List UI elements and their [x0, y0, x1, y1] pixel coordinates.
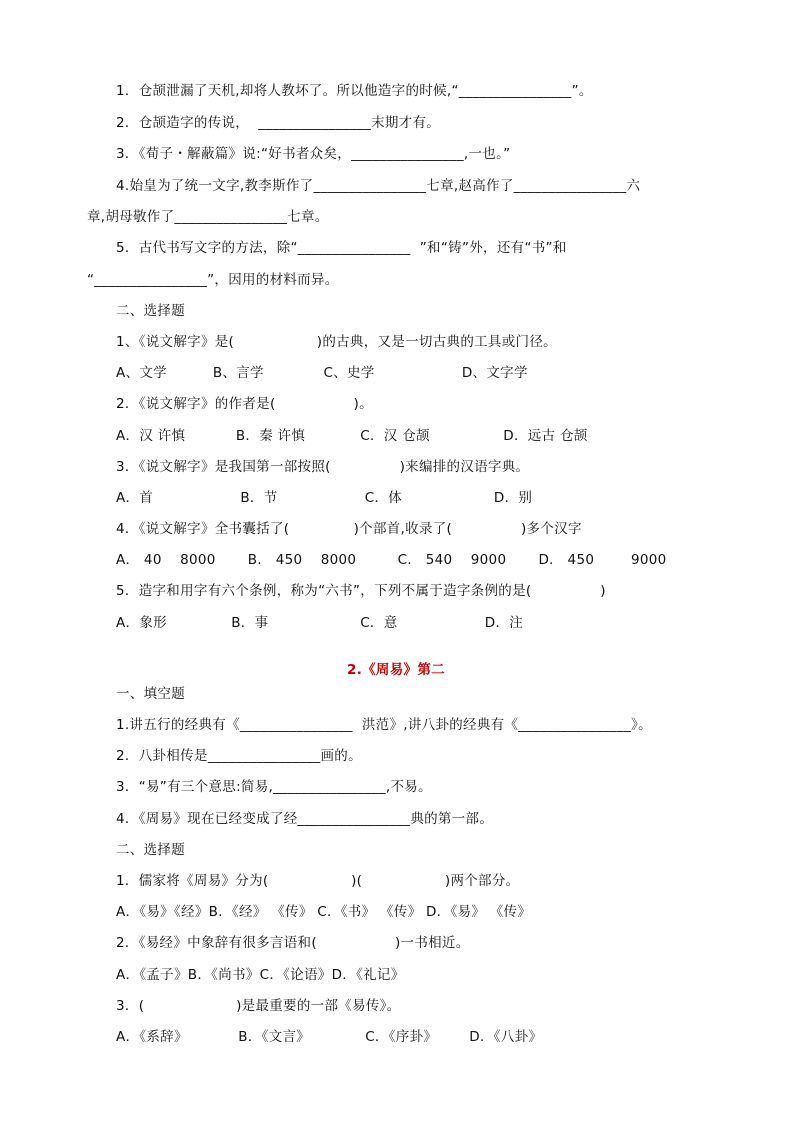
fill-question-5-line2: “________________”，因用的材料而异。: [87, 272, 339, 288]
section2-choice-options-2: A．《孟子》B．《尚书》C．《论语》D．《礼记》: [116, 967, 405, 983]
section2-choice-options-3: A．《系辞》 B．《文言》 C．《序卦》 D．《八卦》: [116, 1029, 543, 1045]
section2-fill-question-3: 3．“易”有三个意思:简易,________________,不易。: [116, 779, 432, 795]
section2-fill-question-4: 4．《周易》现在已经变成了经________________典的第一部。: [116, 811, 494, 827]
fill-question-3: 3．《荀子・解蔽篇》说:“好书者众矣，________________,一也。”: [116, 146, 511, 162]
choice-question-2: 2．《说文解字》的作者是( )。: [116, 396, 373, 412]
section2-fill-question-1: 1.讲五行的经典有《________________ 洪范》,讲八卦的经典有《________________》。: [116, 717, 652, 733]
section2-choice-question-2: 2．《易经》中象辞有很多言语和( )一书相近。: [116, 935, 470, 951]
choice-options-3: A．首 B．节 C．体 D．别: [116, 490, 533, 506]
choice-question-4: 4．《说文解字》全书囊括了( )个部首,收录了( )多个汉字: [116, 521, 582, 537]
section2-choice-heading: 二、选择题: [116, 842, 185, 858]
choice-heading: 二、选择题: [116, 303, 185, 319]
fill-question-5-line1: 5．古代书写文字的方法，除“________________ ”和“铸”外，还有“书”和: [116, 240, 567, 256]
section-title: 2.《周易》第二: [347, 662, 445, 678]
fill-heading: 一、填空题: [116, 686, 185, 702]
section2-choice-options-1: A．《易》《经》B．《经》 《传》 C．《书》 《传》 D．《易》 《传》: [116, 904, 532, 920]
section2-fill-question-2: 2．八卦相传是________________画的。: [116, 748, 362, 764]
choice-options-1: A、文学 B、言学 C、史学 D、文字学: [116, 365, 528, 381]
fill-question-2: 2．仓颉造字的传说， ________________末期才有。: [116, 115, 441, 131]
choice-question-5: 5．造字和用字有六个条例，称为“六书”，下列不属于造字条例的是( ): [116, 583, 606, 599]
choice-options-5: A．象形 B．事 C．意 D．注: [116, 615, 524, 631]
choice-options-4: A． 40 8000 B． 450 8000 C． 540 9000 D． 450 9000: [116, 552, 667, 568]
section2-choice-question-1: 1．儒家将《周易》分为( )( )两个部分。: [116, 873, 520, 889]
choice-options-2: A．汉 许慎 B．秦 许慎 C．汉 仓颉 D．远古 仓颉: [116, 428, 588, 444]
fill-question-1: 1．仓颉泄漏了天机,却将人教坏了。所以他造字的时候,“________________”。: [116, 83, 593, 99]
section2-choice-question-3: 3．( )是最重要的一部《易传》。: [116, 998, 401, 1014]
choice-question-1: 1、《说文解字》是( )的古典，又是一切古典的工具或门径。: [116, 334, 557, 350]
fill-question-4-line2: 章,胡母敬作了________________七章。: [87, 209, 329, 225]
choice-question-3: 3．《说文解字》是我国第一部按照( )来编排的汉语字典。: [116, 459, 530, 475]
fill-question-4-line1: 4.始皇为了统一文字,教李斯作了________________七章,赵高作了________________六: [116, 178, 641, 194]
